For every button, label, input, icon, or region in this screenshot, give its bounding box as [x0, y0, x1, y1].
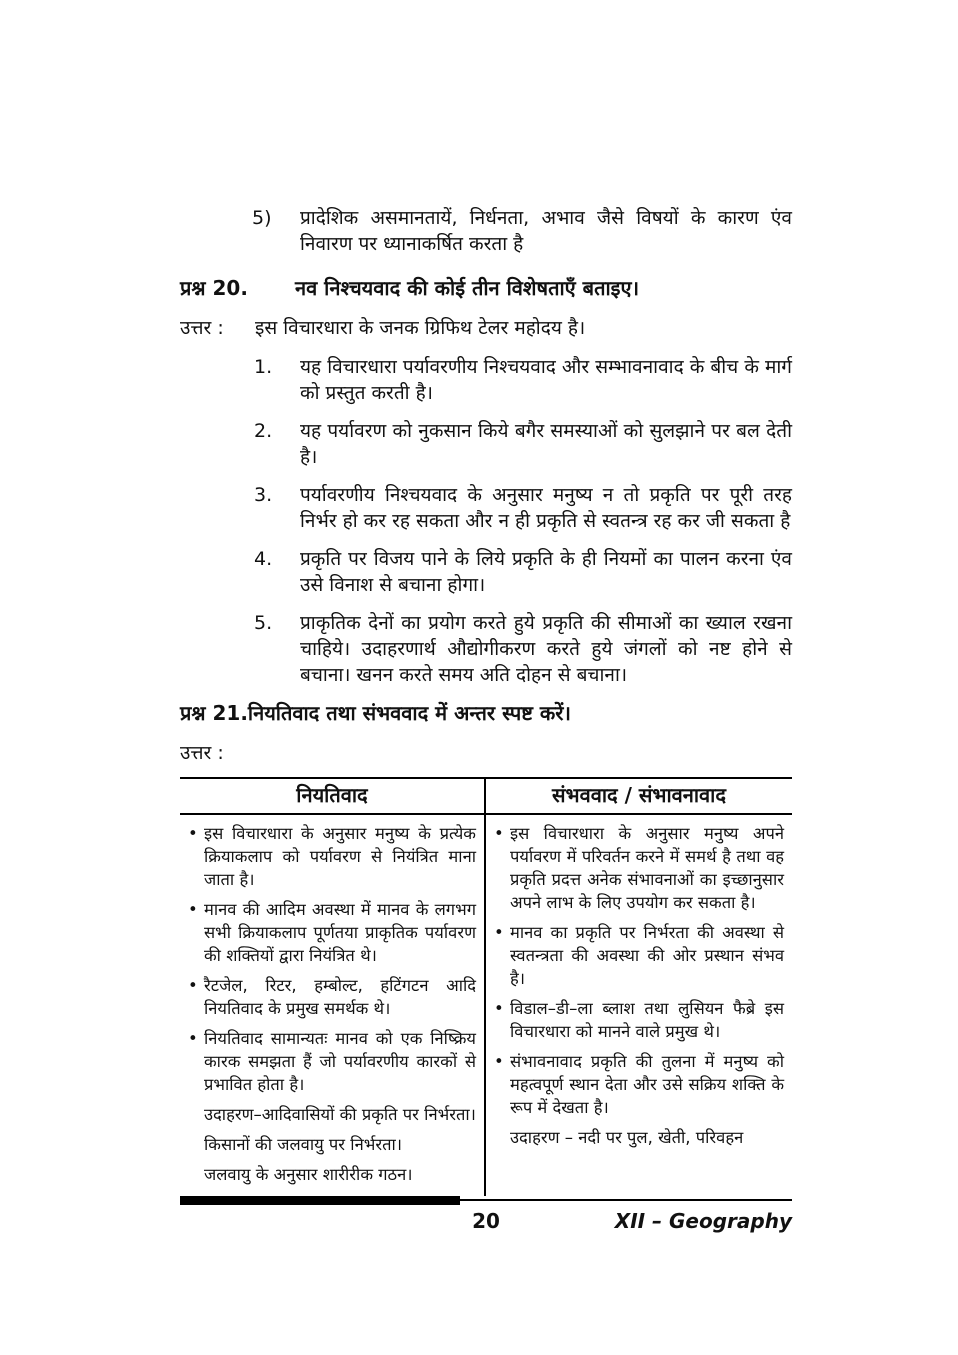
point-number: 1.: [254, 356, 273, 378]
answer-20-point: [180, 610, 792, 688]
point-text: प्रकृति पर विजय पाने के लिये प्रकृति के ही नियमों का पालन करना एंव उसे विनाश से बचाना होगा।: [300, 548, 792, 596]
table-header-right: संभववाद / संभावनावाद: [552, 783, 726, 807]
table-bullet: • इस विचारधारा के अनुसार मनुष्य के प्रत्येक क्रियाकलाप को पर्यावरण से नियंत्रित माना जाता है।: [186, 822, 476, 891]
table-body: [180, 815, 792, 1196]
table-example-line: किसानों की जलवायु पर निर्भरता।: [204, 1135, 403, 1154]
book-title: XII – Geography: [614, 1209, 792, 1233]
table-column-sambhavvad: [486, 815, 792, 1196]
answer-20-point: [180, 546, 792, 598]
footer-thick-bar: [180, 1196, 460, 1205]
point-text: पर्यावरणीय निश्चयवाद के अनुसार मनुष्य न तो प्रकृति पर पूरी तरह निर्भर हो कर रह सकता और न ही प्रकृति से स्वतन्त्र रह कर जी सकता है: [300, 484, 792, 532]
point-number: 2.: [254, 420, 273, 442]
point-text: यह पर्यावरण को नुकसान किये बगैर समस्याओं को सुलझाने पर बल देती है।: [300, 420, 792, 468]
page-footer: [180, 1209, 792, 1239]
list-item: [180, 205, 792, 257]
question-21-label: प्रश्न 21.: [180, 701, 248, 725]
question-20: [180, 275, 792, 302]
table-example-line: जलवायु के अनुसार शारीरीक गठन।: [204, 1165, 413, 1184]
table-bullet: • इस विचारधारा के अनुसार मनुष्य अपने पर्यावरण में परिवर्तन करने में समर्थ है तथा वह प्रकृति प्रदत्त अनेक संभावनाओं का इच्छानुसार अपने लाभ के लिए उपयोग कर सकता है।: [492, 822, 784, 914]
table-column-niyativad: [180, 815, 486, 1196]
list-item-text: प्रादेशिक असमानतायें, निर्धनता, अभाव जैसे विषयों के कारण एंव निवारण पर ध्यानाकर्षित करता है: [300, 207, 792, 255]
page-content: [180, 205, 792, 1239]
page-number: 20: [472, 1209, 500, 1233]
table-example-line: उदाहरण – नदी पर पुल, खेती, परिवहन: [510, 1128, 744, 1147]
answer-20-point: [180, 418, 792, 470]
table-bullet: • रैटजेल, रिटर, हम्बोल्ट, हटिंगटन आदि नियतिवाद के प्रमुख समर्थक थे।: [186, 974, 476, 1020]
point-number: 5.: [254, 612, 273, 634]
point-number: 4.: [254, 548, 273, 570]
answer-20-label: उत्तर :: [180, 317, 224, 339]
question-20-text: नव निश्चयवाद की कोई तीन विशेषताएँ बताइए।: [295, 276, 640, 300]
answer-20-intro-text: इस विचारधारा के जनक ग्रिफिथ टेलर महोदय है।: [255, 317, 586, 339]
point-text: प्राकृतिक देनों का प्रयोग करते हुये प्रकृति की सीमाओं का ख्याल रखना चाहिये। उदाहरणार्थ औद्योगीकरण करते हुये जंगलों को नष्ट होने से बचाना। खनन करते समय अति दोहन से बचाना।: [300, 612, 792, 686]
answer-21-label: उत्तर :: [180, 742, 224, 764]
table-example-line: उदाहरण–आदिवासियों की प्रकृति पर निर्भरता।: [204, 1105, 476, 1124]
point-text: यह विचारधारा पर्यावरणीय निश्चयवाद और सम्भावनावाद के बीच के मार्ग को प्रस्तुत करती है।: [300, 356, 792, 404]
table-header-row: [180, 779, 792, 815]
question-21: [180, 700, 792, 727]
point-number: 3.: [254, 484, 273, 506]
answer-20-point: [180, 482, 792, 534]
answer-20-intro: [180, 315, 792, 341]
table-bullet: • विडाल–डी–ला ब्लाश तथा लुसियन फैब्रे इस विचारधारा को मानने वाले प्रमुख थे।: [492, 997, 784, 1043]
question-21-text: नियतिवाद तथा संभववाद में अन्तर स्पष्ट करें।: [247, 701, 571, 725]
table-bullet: • नियतिवाद सामान्यतः मानव को एक निष्क्रिय कारक समझता हैं जो पर्यावरणीय कारकों से प्रभावित होता है।: [186, 1027, 476, 1096]
comparison-table: [180, 777, 792, 1196]
footer-divider: [180, 1196, 792, 1205]
table-bullet: • संभावनावाद प्रकृति की तुलना में मनुष्य को महत्वपूर्ण स्थान देता और उसे सक्रिय शक्ति के रूप में देखता है।: [492, 1050, 784, 1119]
table-bullet: • मानव का प्रकृति पर निर्भरता की अवस्था से स्वतन्त्रता की अवस्था की ओर प्रस्थान संभव है।: [492, 921, 784, 990]
question-20-label: प्रश्न 20.: [180, 276, 248, 300]
table-bullet: • मानव की आदिम अवस्था में मानव के लगभग सभी क्रियाकलाप पूर्णतया प्राकृतिक पर्यावरण की शक्तियों द्वारा नियंत्रित थे।: [186, 898, 476, 967]
list-item-number: 5): [252, 207, 272, 229]
answer-20-point: [180, 354, 792, 406]
table-header-left: नियतिवाद: [180, 779, 486, 813]
